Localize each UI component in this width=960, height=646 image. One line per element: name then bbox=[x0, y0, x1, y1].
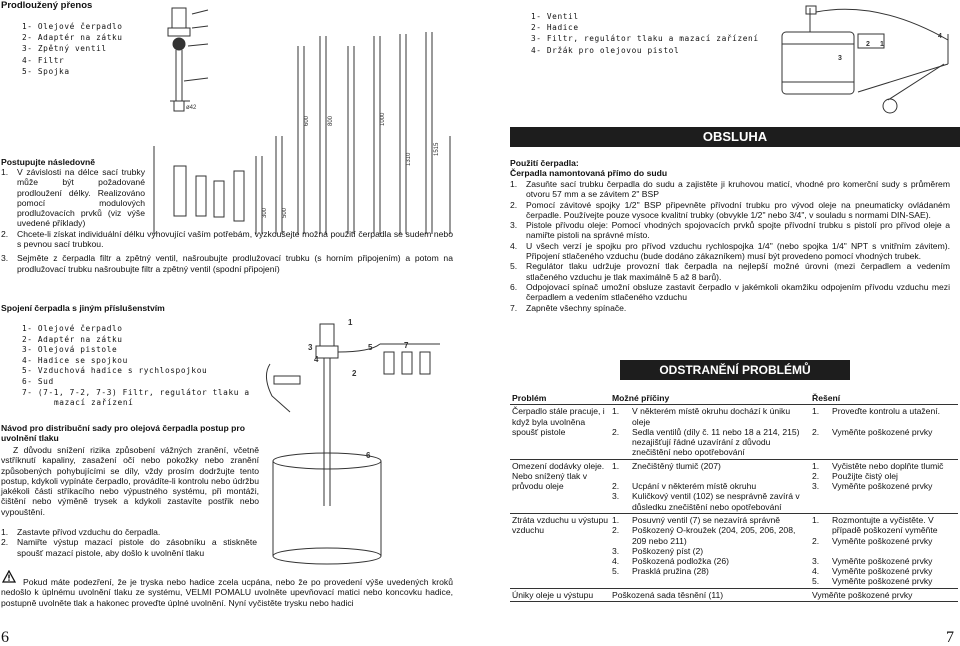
troubleshooting-table-wrap bbox=[510, 392, 958, 602]
connection-drawing bbox=[260, 316, 460, 566]
length-label: 300 bbox=[262, 207, 268, 218]
procedure-list bbox=[1, 167, 453, 274]
procedure-title: Postupujte následovně bbox=[1, 157, 96, 167]
connection-part-item: 5- Vzduchová hadice s rychlospojkou bbox=[22, 366, 208, 376]
parts-list-item: 2- Adaptér na zátku bbox=[22, 33, 123, 43]
parts-list-item: 4- Držák pro olejovou pistol bbox=[531, 45, 680, 55]
solutions-cell: Vyměňte poškozené prvky bbox=[810, 588, 958, 601]
callout-5: 5 bbox=[368, 343, 373, 352]
connection-part-item: 1- Olejové čerpadlo bbox=[22, 324, 123, 333]
use-step: 6. Odpojovací spínač umožní obsluze zastavit čerpadlo v jakémkoli okamžiku odpojením přívodu vzduchu mezi čerpadlem a vedením stlačeného vzduchu bbox=[510, 281, 950, 303]
use-title: Použití čerpadla: bbox=[510, 158, 579, 168]
column-header: Možné příčiny bbox=[610, 392, 810, 405]
length-label: 1310 bbox=[406, 152, 412, 166]
procedure-step-text: Chcete-li získat individuální délku vyhovující vaším potřebám, vyzkoušejte možná použití čerpadla se sudem nebo s pevnou sací trubkou. bbox=[17, 228, 453, 250]
callout-2: 2 bbox=[866, 41, 870, 48]
length-label: 800 bbox=[328, 115, 334, 126]
callout-1: 1 bbox=[348, 318, 353, 327]
length-label: 1515 bbox=[434, 142, 440, 156]
page-number-right: 7 bbox=[946, 629, 954, 646]
parts-list-item: 5- Spojka bbox=[22, 66, 70, 76]
connection-part-item: 7- (7-1, 7-2, 7-3) Filtr, regulátor tlaku a mazací zařízení bbox=[22, 387, 250, 408]
use-step: 5. Regulátor tlaku udržuje provozní tlak čerpadla na nejlepší možné úrovni (mezi čerpadlem a vedením stlačeného vzduchu je tlak maximálně 5 až 8 barů). bbox=[510, 261, 950, 282]
page-number-left: 6 bbox=[1, 629, 9, 646]
parts-list-item: 3- Zpětný ventil bbox=[22, 44, 107, 54]
connection-parts-list bbox=[22, 324, 254, 409]
connection-title: Spojení čerpadla s jiným příslušenstvím bbox=[1, 303, 165, 313]
table-header-row bbox=[510, 392, 958, 405]
warning-text: Pokud máte podezření, že je tryska nebo hadice zcela ucpána, nebo že po provedení výše uvedených kroků nedošlo k úplnému uvolnění tlaku ze systému, VELMI POMALU uvolněte upevňovací matici nebo koncovku hadice, postupně uvolněte tlak a hakonec proveďte úplné uvolnění. Nyní vyčistěte trysku nebo hadici bbox=[1, 577, 453, 608]
diameter-label: ø42 bbox=[186, 105, 197, 111]
pressure-relief-title: Návod pro distribuční sady pro olejová čerpadla postup pro uvolnění tlaku bbox=[1, 423, 246, 444]
callout-4: 4 bbox=[938, 33, 942, 40]
table-row bbox=[510, 588, 958, 601]
connection-part-item: 6- Sud bbox=[22, 376, 54, 386]
section-title-extension: Prodloužený přenos bbox=[1, 0, 93, 11]
connection-part-item: 3- Olejová pistole bbox=[22, 345, 118, 355]
use-step: 2. Pomocí závitové spojky 1/2" BSP připevněte přívodní trubku pro vývod oleje na pneumaticky ovládaném čerpadle. Používejte pouze vysoce kvalitní trubky (obvykle 1/2" nebo 3/4", v souladu s normami DIN-SAE). bbox=[510, 199, 950, 220]
problem-cell: Ztráta vzduchu u výstupu vzduchu bbox=[510, 513, 610, 588]
section-band-troubleshooting: ODSTRANĚNÍ PROBLÉMŮ bbox=[620, 360, 850, 380]
use-step: 7. Zapněte všechny spínače. bbox=[510, 302, 627, 313]
callout-1: 1 bbox=[880, 41, 884, 48]
callout-6: 6 bbox=[366, 451, 371, 460]
pressure-relief-text: Z důvodu snížení rizika způsobení vážných zranění, včetně vstříknutí kapaliny, zasažení očí nebo pokožky nebo zranění způsobených pohybujícími se díly, vždy prosím dodržujte tento postup, kdykoli vypínáte čerpadlo, provádíte-li kontrolu nebo údržbu jakékoli části stříkacího nebo výpustného systému, při montáži, čištění nebo výměně trysek a kdykoli zastavíte postřik nebo vypouštění. bbox=[1, 445, 259, 517]
solutions-cell: 1. Proveďte kontrolu a utažení. 2. Vyměňte poškozené prvky bbox=[810, 405, 958, 459]
length-label: 1000 bbox=[380, 112, 386, 126]
problem-cell: Omezení dodávky oleje. Nebo snížený tlak v průvodu oleje bbox=[510, 459, 610, 513]
use-step: 4. U všech verzí je spojku pro přívod vzduchu rychlospojka 1/4" (nebo spojka 1/4" NPT s vnitřním závitem). Připojení stlačeného vzduchu (bude dodáno zákazníkem) musí být provedeno pomocí vhodných trubek. bbox=[510, 240, 950, 262]
causes-cell: Poškozená sada těsnění (11) bbox=[610, 588, 810, 601]
pressure-relief-steps bbox=[1, 527, 257, 558]
length-label: 600 bbox=[304, 115, 310, 126]
procedure-step-text: V závislosti na délce sací trubky může být požadované prodloužení délky. Realizováno pomocí modulových prodlužovacích prvků (viz výše uvedené příklady) bbox=[17, 167, 145, 229]
procedure-step: 1. V závislosti na délce sací trubky může být požadované prodloužení délky. Realizováno pomocí modulových prodlužovacích prvků (viz výše uvedené příklady) bbox=[1, 167, 145, 229]
parts-list-installation bbox=[531, 11, 759, 56]
callout-2: 2 bbox=[352, 369, 357, 378]
use-step: 3. Pistole přívodu oleje: Pomocí vhodných spojovacích prvků spojte přívodní trubku s pistolí pro přívod oleje a namiřte pistoli na správné místo. bbox=[510, 220, 950, 241]
barrel-trolley-drawing bbox=[748, 4, 958, 116]
causes-cell: 1. Znečištěný tlumič (207) 2. Ucpání v některém místě okruhu 3. Kuličkový ventil (102) se nesprávně zavírá v důsledku znečištění nebo opotřebování bbox=[610, 459, 810, 513]
solutions-cell: 1. Rozmontujte a vyčistěte. V případě poškození vyměňte 2. Vyměňte poškozené prvky 3. Vyměňte poškozené prvky 4. Vyměňte poškozené prvky 5. Vyměňte poškozené prvky bbox=[810, 513, 958, 588]
use-step: 1. Zasuňte sací trubku čerpadla do sudu a zajistěte ji kruhovou maticí, vhodné pro komerční sudy s průměrem otvoru 57 mm a se závitem 2" BSP bbox=[510, 179, 950, 200]
parts-list-item: 4- Filtr bbox=[22, 55, 65, 65]
parts-list-extension bbox=[22, 21, 123, 77]
problem-cell: Čerpadlo stále pracuje, i když byla uvolněna spoušť pistole bbox=[510, 405, 610, 459]
callout-4: 4 bbox=[314, 355, 319, 364]
connection-part-item: 4- Hadice se spojkou bbox=[22, 355, 128, 365]
solutions-cell: 1. Vyčistěte nebo doplňte tlumič 2. Použijte čistý olej 3. Vyměňte poškozené prvky bbox=[810, 459, 958, 513]
parts-list-item: 1- Olejové čerpadlo bbox=[22, 22, 123, 31]
callout-3: 3 bbox=[838, 55, 842, 62]
parts-list-item: 3- Filtr, regulátor tlaku a mazací zařízení bbox=[531, 34, 759, 44]
table-row bbox=[510, 513, 958, 588]
column-header: Problém bbox=[510, 392, 610, 405]
causes-cell: 1. Posuvný ventil (7) se nezavírá správně 2. Poškozený O-kroužek (204, 205, 206, 208, 209 nebo 211) 3. Poškozený píst (2) 4. Poškozená podložka (26) 5. Prasklá pružina (28) bbox=[610, 513, 810, 588]
callout-7: 7 bbox=[404, 341, 409, 350]
use-steps bbox=[510, 179, 950, 313]
connection-part-item: 2- Adaptér na zátku bbox=[22, 334, 123, 344]
relief-step: 2. Namiřte výstup mazací pistole do zásobníku a stiskněte spoušť mazací pistole, aby došlo k uvolnění tlaku bbox=[1, 537, 257, 558]
parts-list-item: 1- Ventil bbox=[531, 12, 579, 21]
length-label: 500 bbox=[282, 207, 288, 218]
table-row bbox=[510, 459, 958, 513]
procedure-step-text: Sejměte z čerpadla filtr a zpětný ventil, našroubujte prodlužovací trubku (s horním připojením) a potom na prodlužovací trubku našroubujte filtr a zpětný ventil (spodní připojení) bbox=[17, 253, 453, 274]
parts-list-item: 2- Hadice bbox=[531, 23, 579, 33]
relief-step: 1. Zastavte přívod vzduchu do čerpadla. bbox=[1, 527, 161, 537]
callout-3: 3 bbox=[308, 343, 313, 352]
section-band-operation: OBSLUHA bbox=[510, 127, 960, 147]
table-row bbox=[510, 405, 958, 459]
causes-cell: 1. V některém místě okruhu dochází k úniku oleje 2. Sedla ventilů (díly č. 11 nebo 18 a 214, 215) nezajišťují řádné uzavírání z důvodu znečištění nebo opotřebování bbox=[610, 405, 810, 459]
procedure-step: 3. Sejměte z čerpadla filtr a zpětný ventil, našroubujte prodlužovací trubku (s horním připojením) a potom na prodlužovací trubku našroubujte filtr a zpětný ventil (spodní připojení) bbox=[1, 253, 453, 274]
troubleshooting-table bbox=[510, 392, 958, 602]
column-header: Řešení bbox=[810, 392, 958, 405]
use-subtitle: Čerpadla namontovaná přímo do sudu bbox=[510, 168, 668, 178]
problem-cell: Úniky oleje u výstupu bbox=[510, 588, 610, 601]
procedure-step: 2. Chcete-li získat individuální délku vyhovující vaším potřebám, vyzkoušejte možná použití čerpadla se sudem nebo s pevnou sací trubkou. bbox=[1, 228, 453, 250]
